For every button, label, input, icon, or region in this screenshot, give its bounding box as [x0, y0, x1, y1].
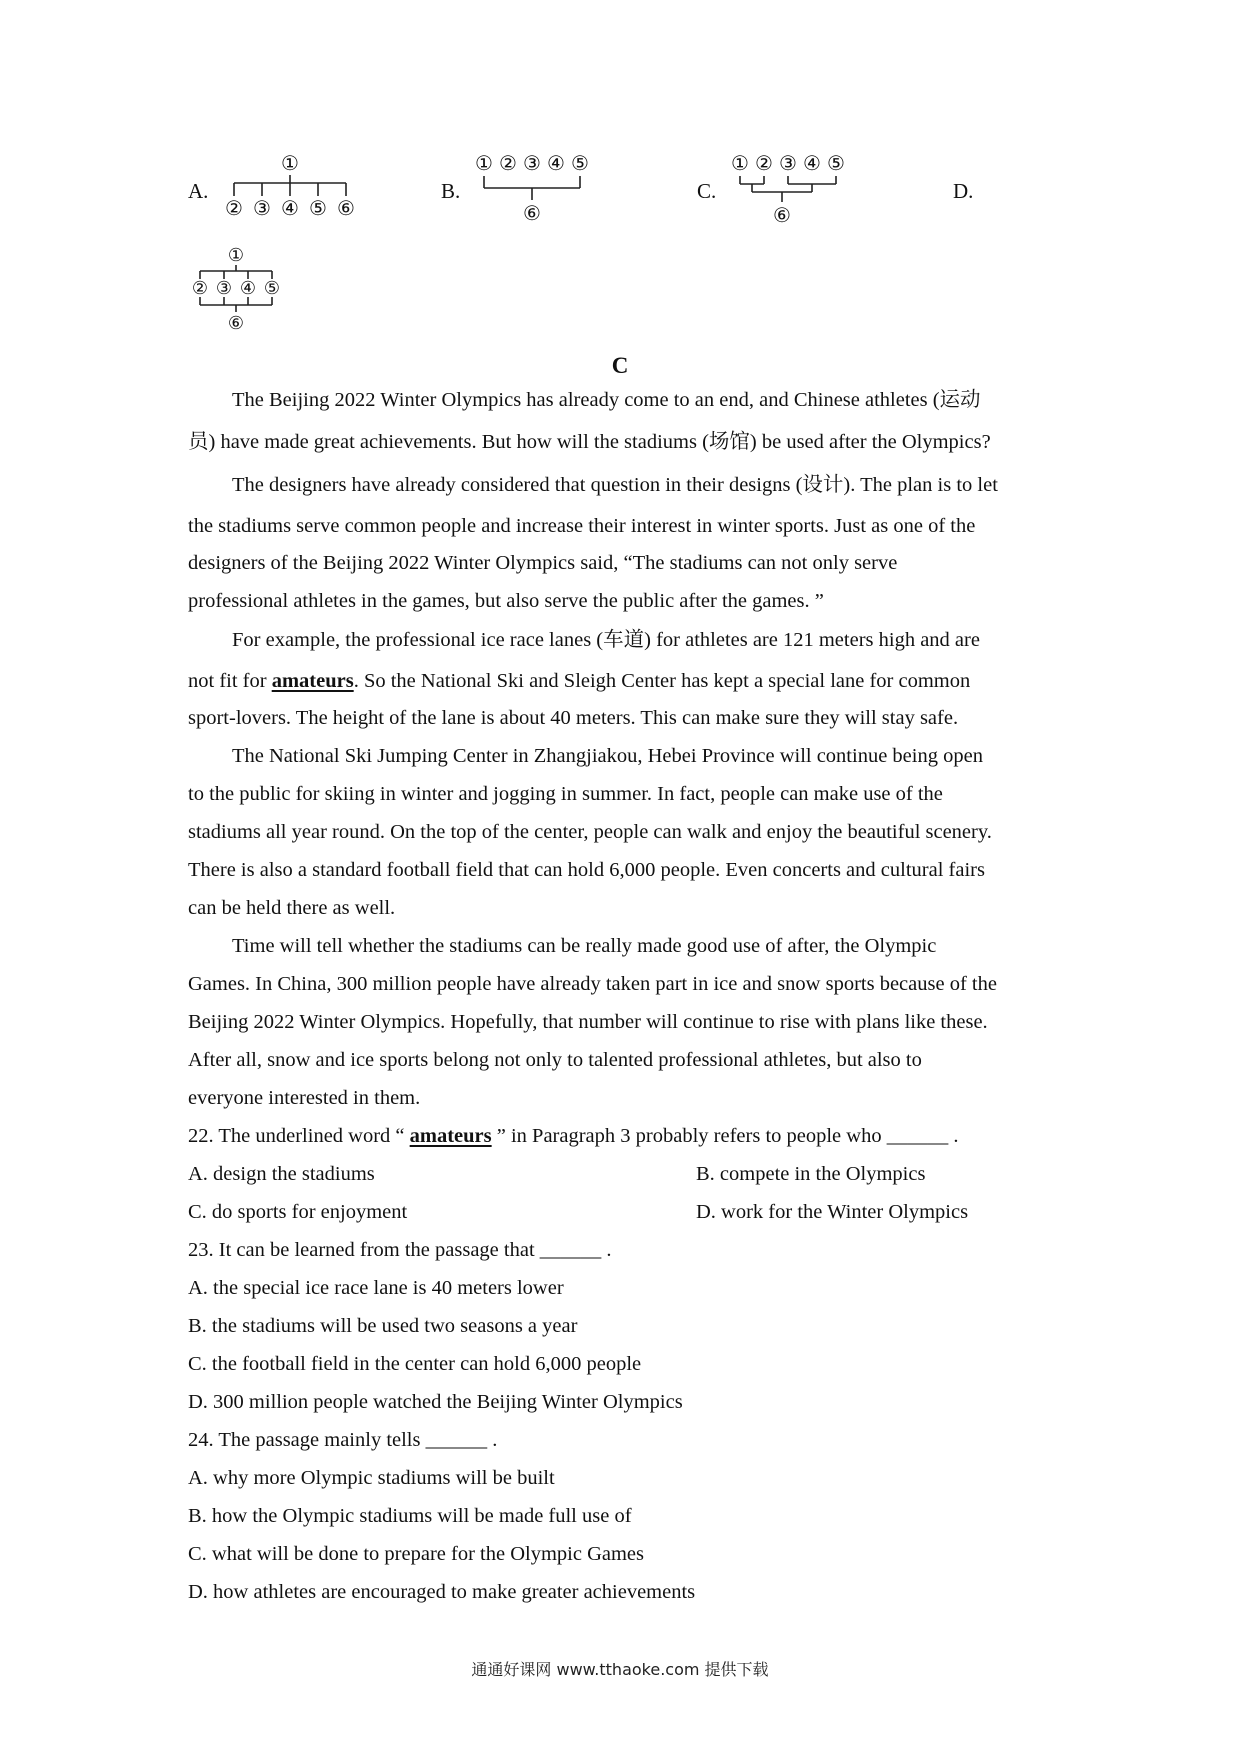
- node-6: ⑥: [227, 313, 245, 334]
- option-c-label: C.: [697, 179, 717, 203]
- passage-p3-line: [188, 668, 970, 694]
- text-fragment: ” in Paragraph 3 probably refers to people who ______ .: [491, 1125, 959, 1147]
- question-24-option-a: A. why more Olympic stadiums will be built: [188, 1467, 555, 1489]
- underlined-word-amateurs: amateurs: [409, 1125, 492, 1147]
- underlined-word-amateurs: amateurs: [271, 670, 354, 692]
- node-2: ②: [755, 151, 773, 175]
- option-a-label: A.: [188, 179, 209, 203]
- node-4: ④: [547, 151, 565, 175]
- passage-p2-line: professional athletes in the games, but also serve the public after the games. ”: [188, 590, 824, 612]
- passage-p5-line: Time will tell whether the stadiums can be really made good use of after, the Olympic: [232, 935, 937, 957]
- node-3: ③: [253, 196, 271, 220]
- question-22-option-b: B. compete in the Olympics: [696, 1163, 926, 1185]
- question-22-option-a: A. design the stadiums: [188, 1163, 375, 1185]
- passage-p3-line: For example, the professional ice race lanes (车道) for athletes are 121 meters high and are: [232, 629, 980, 651]
- question-24-option-d: D. how athletes are encouraged to make greater achievements: [188, 1581, 696, 1603]
- passage-p5-line: After all, snow and ice sports belong not only to talented professional athletes, but also to: [188, 1049, 922, 1071]
- text-fragment: not fit for: [188, 670, 272, 692]
- option-d-label: D.: [953, 179, 974, 203]
- node-4: ④: [239, 278, 257, 299]
- passage-p4-line: can be held there as well.: [188, 897, 396, 919]
- node-1: ①: [475, 151, 493, 175]
- option-b-label: B.: [441, 179, 461, 203]
- node-5: ⑤: [571, 151, 589, 175]
- passage-p4-line: to the public for skiing in winter and jogging in summer. In fact, people can make use of the: [188, 783, 943, 805]
- question-22-option-d: D. work for the Winter Olympics: [696, 1201, 969, 1223]
- text-fragment: . So the National Ski and Sleigh Center has kept a special lane for common: [353, 670, 971, 692]
- node-5: ⑤: [309, 196, 327, 220]
- node-1: ①: [731, 151, 749, 175]
- node-4: ④: [281, 196, 299, 220]
- structure-diagram-b: [470, 150, 600, 235]
- node-3: ③: [215, 278, 233, 299]
- structure-diagram-a: [220, 150, 370, 230]
- section-title: C: [611, 353, 629, 378]
- question-22-option-c: C. do sports for enjoyment: [188, 1201, 408, 1223]
- text-fragment: 22. The underlined word “: [188, 1125, 410, 1147]
- node-2: ②: [191, 278, 209, 299]
- passage-p4-line: There is also a standard football field that can hold 6,000 people. Even concerts and cultural fairs: [188, 859, 985, 881]
- passage-p4-line: stadiums all year round. On the top of the center, people can walk and enjoy the beautiful scenery.: [188, 821, 992, 843]
- node-6: ⑥: [337, 196, 355, 220]
- node-5: ⑤: [263, 278, 281, 299]
- question-24-stem: 24. The passage mainly tells ______ .: [188, 1429, 498, 1451]
- passage-p2-line: The designers have already considered that question in their designs (设计). The plan is to let: [232, 474, 998, 496]
- node-6: ⑥: [773, 203, 791, 227]
- passage-p5-line: Games. In China, 300 million people have already taken part in ice and snow sports because of the: [188, 973, 997, 995]
- passage-p3-line: sport-lovers. The height of the lane is about 40 meters. This can make sure they will stay safe.: [188, 707, 959, 729]
- node-3: ③: [779, 151, 797, 175]
- node-5: ⑤: [827, 151, 845, 175]
- question-23-option-b: B. the stadiums will be used two seasons a year: [188, 1315, 578, 1337]
- question-23-stem: 23. It can be learned from the passage that ______ .: [188, 1239, 612, 1261]
- structure-diagram-c: [726, 150, 856, 235]
- passage-p2-line: designers of the Beijing 2022 Winter Olympics said, “The stadiums can not only serve: [188, 552, 898, 574]
- passage-p5-line: Beijing 2022 Winter Olympics. Hopefully, that number will continue to rise with plans like these.: [188, 1011, 988, 1033]
- node-6: ⑥: [523, 201, 541, 225]
- page-footer: 通通好课网 www.tthaoke.com 提供下载: [471, 1660, 769, 1679]
- node-2: ②: [225, 196, 243, 220]
- question-23-option-d: D. 300 million people watched the Beijing Winter Olympics: [188, 1391, 683, 1413]
- passage-p1-line: 员) have made great achievements. But how will the stadiums (场馆) be used after the Olympics?: [188, 431, 991, 453]
- passage-p1-line: The Beijing 2022 Winter Olympics has already come to an end, and Chinese athletes (运动: [232, 389, 981, 411]
- question-24-option-c: C. what will be done to prepare for the Olympic Games: [188, 1543, 644, 1565]
- structure-diagram-d: [188, 245, 298, 340]
- node-1: ①: [227, 245, 245, 266]
- node-1: ①: [281, 151, 299, 175]
- question-24-option-b: B. how the Olympic stadiums will be made full use of: [188, 1505, 632, 1527]
- node-2: ②: [499, 151, 517, 175]
- node-3: ③: [523, 151, 541, 175]
- node-4: ④: [803, 151, 821, 175]
- passage-p4-line: The National Ski Jumping Center in Zhangjiakou, Hebei Province will continue being open: [232, 745, 983, 767]
- passage-p2-line: the stadiums serve common people and increase their interest in winter sports. Just as one of the: [188, 515, 976, 537]
- question-23-option-c: C. the football field in the center can hold 6,000 people: [188, 1353, 642, 1375]
- question-22-stem: [188, 1123, 958, 1149]
- passage-p5-line: everyone interested in them.: [188, 1087, 421, 1109]
- question-23-option-a: A. the special ice race lane is 40 meters lower: [188, 1277, 564, 1299]
